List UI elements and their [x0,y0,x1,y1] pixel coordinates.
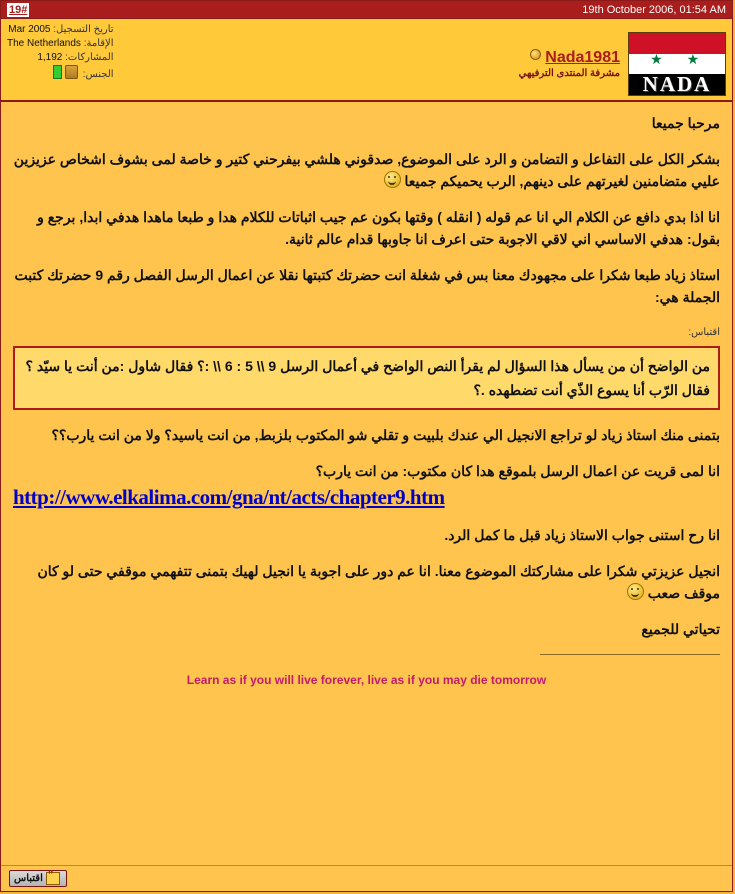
signature-divider [540,654,720,655]
post-header-bar [1,1,732,19]
chapter9-link[interactable]: http://www.elkalima.com/gna/nt/acts/chapter9.htm [13,485,445,509]
gender-icon [65,65,78,79]
user-status-icon [530,49,541,60]
quote-button-label: اقتباس [14,873,43,884]
user-postcount-value: 1,192 [37,52,63,63]
flag-star-icon: ★ [650,51,663,68]
online-status-icon [53,65,62,79]
quote-label: اقتباس: [688,327,720,338]
post-message-body [1,102,732,865]
user-location-row [7,37,114,51]
paragraph-1-text: بشكر الكل على التفاعل و التضامن و الرد على الموضوع, صدقوني هلشي بيفرحني كتير و خاصة لمى بشوف اشخاص عزيزين عليي متضامنين لغيرتهم على دينهم, الرب يحميكم جميعا [13,151,720,189]
paragraph-7-text: انجيل عزيزتي شكرا على مشاركتك الموضوع معنا. انا عم دور على اجوبة يا انجيل لهيك بتمنى تتفهمي موقفي حتى لو كان موقف صعب [37,563,720,601]
message-paragraph-3: استاذ زياد طبعا شكرا على مجهودك معنا بس في شغلة انت حضرتك كتبتها نقلا عن اعمال الرسل الفصل رقم 9 حضرتك كتبت الجملة هي: [14,267,720,305]
user-title: مشرفة المنتدى الترفيهي [518,68,620,79]
user-postcount-label: المشاركات: [65,52,114,63]
message-paragraph-7 [13,560,720,604]
user-location-value: The Netherlands [7,38,81,49]
message-paragraph-6: انا رح استنى جواب الاستاذ زياد قبل ما كمل الرد. [444,527,720,543]
user-identity [519,22,726,96]
smiley-icon [384,171,401,188]
quote-icon [46,872,60,885]
message-paragraph-4: بتمنى منك استاذ زياد لو تراجع الانجيل الي عندك بلبيت و تقلي شو المكتوب بلزبط, من انت ياسيد؟ ولا من انت يارب؟؟ [51,427,720,443]
message-paragraph-2: انا اذا بدي دافع عن الكلام الي انا عم قوله ( انقله ) وقتها بكون عم جيب اثباتات للكلام هدا و طبعا ماهدا هدفي ابدا, برجع و بقول: هدفي الاساسي اني لاقي الاجوبة حتى اعرف انا جاوبها قدام عالم ثانية. [37,209,720,247]
user-stats [7,22,114,82]
syria-flag-image [628,32,726,96]
flag-nada-text: NADA [642,72,712,96]
username-row [519,49,620,67]
flag-star-icon: ★ [686,51,700,68]
quote-button[interactable] [9,870,67,887]
user-gender-row [7,65,114,82]
message-closing: تحياتي للجميع [641,621,720,637]
user-gender-label: الجنس: [82,69,114,80]
user-location-label: الإقامة: [83,38,114,49]
user-name-block [519,49,620,79]
post-date: 19th October 2006, 01:54 AM [582,3,726,16]
username-link[interactable]: Nada1981 [545,49,620,66]
message-paragraph-5: انا لمى قريت عن اعمال الرسل بلموقع هدا كان مكتوب: من انت يارب؟ [315,463,720,479]
quote-box: من الواضح أن من يسأل هذا السؤال لم يقرأ النص الواضح في أعمال الرسل 9 \\ 5 : 6 \\ :؟ فقال شاول :من أنت يا سيّد ؟ فقال الرّب أنا يسوع الذّي أنت تضطهده .؟ [13,346,720,410]
user-joindate-value: Mar 2005 [8,24,51,35]
smiley-icon [627,583,644,600]
user-joindate-row [7,23,114,37]
message-paragraph-1 [13,148,720,192]
user-joindate-label: تاريخ التسجيل: [53,24,114,35]
flag-stripe-red [629,33,725,54]
user-info-bar [1,19,732,102]
external-link-row [13,486,720,510]
post-footer-bar [1,865,732,891]
post-number-link[interactable]: 19# [9,3,28,16]
user-postcount-row [7,51,114,65]
message-greeting: مرحبا جميعا [651,115,720,131]
user-signature: Learn as if you will live forever, live as if you may die tomorrow [186,673,547,687]
